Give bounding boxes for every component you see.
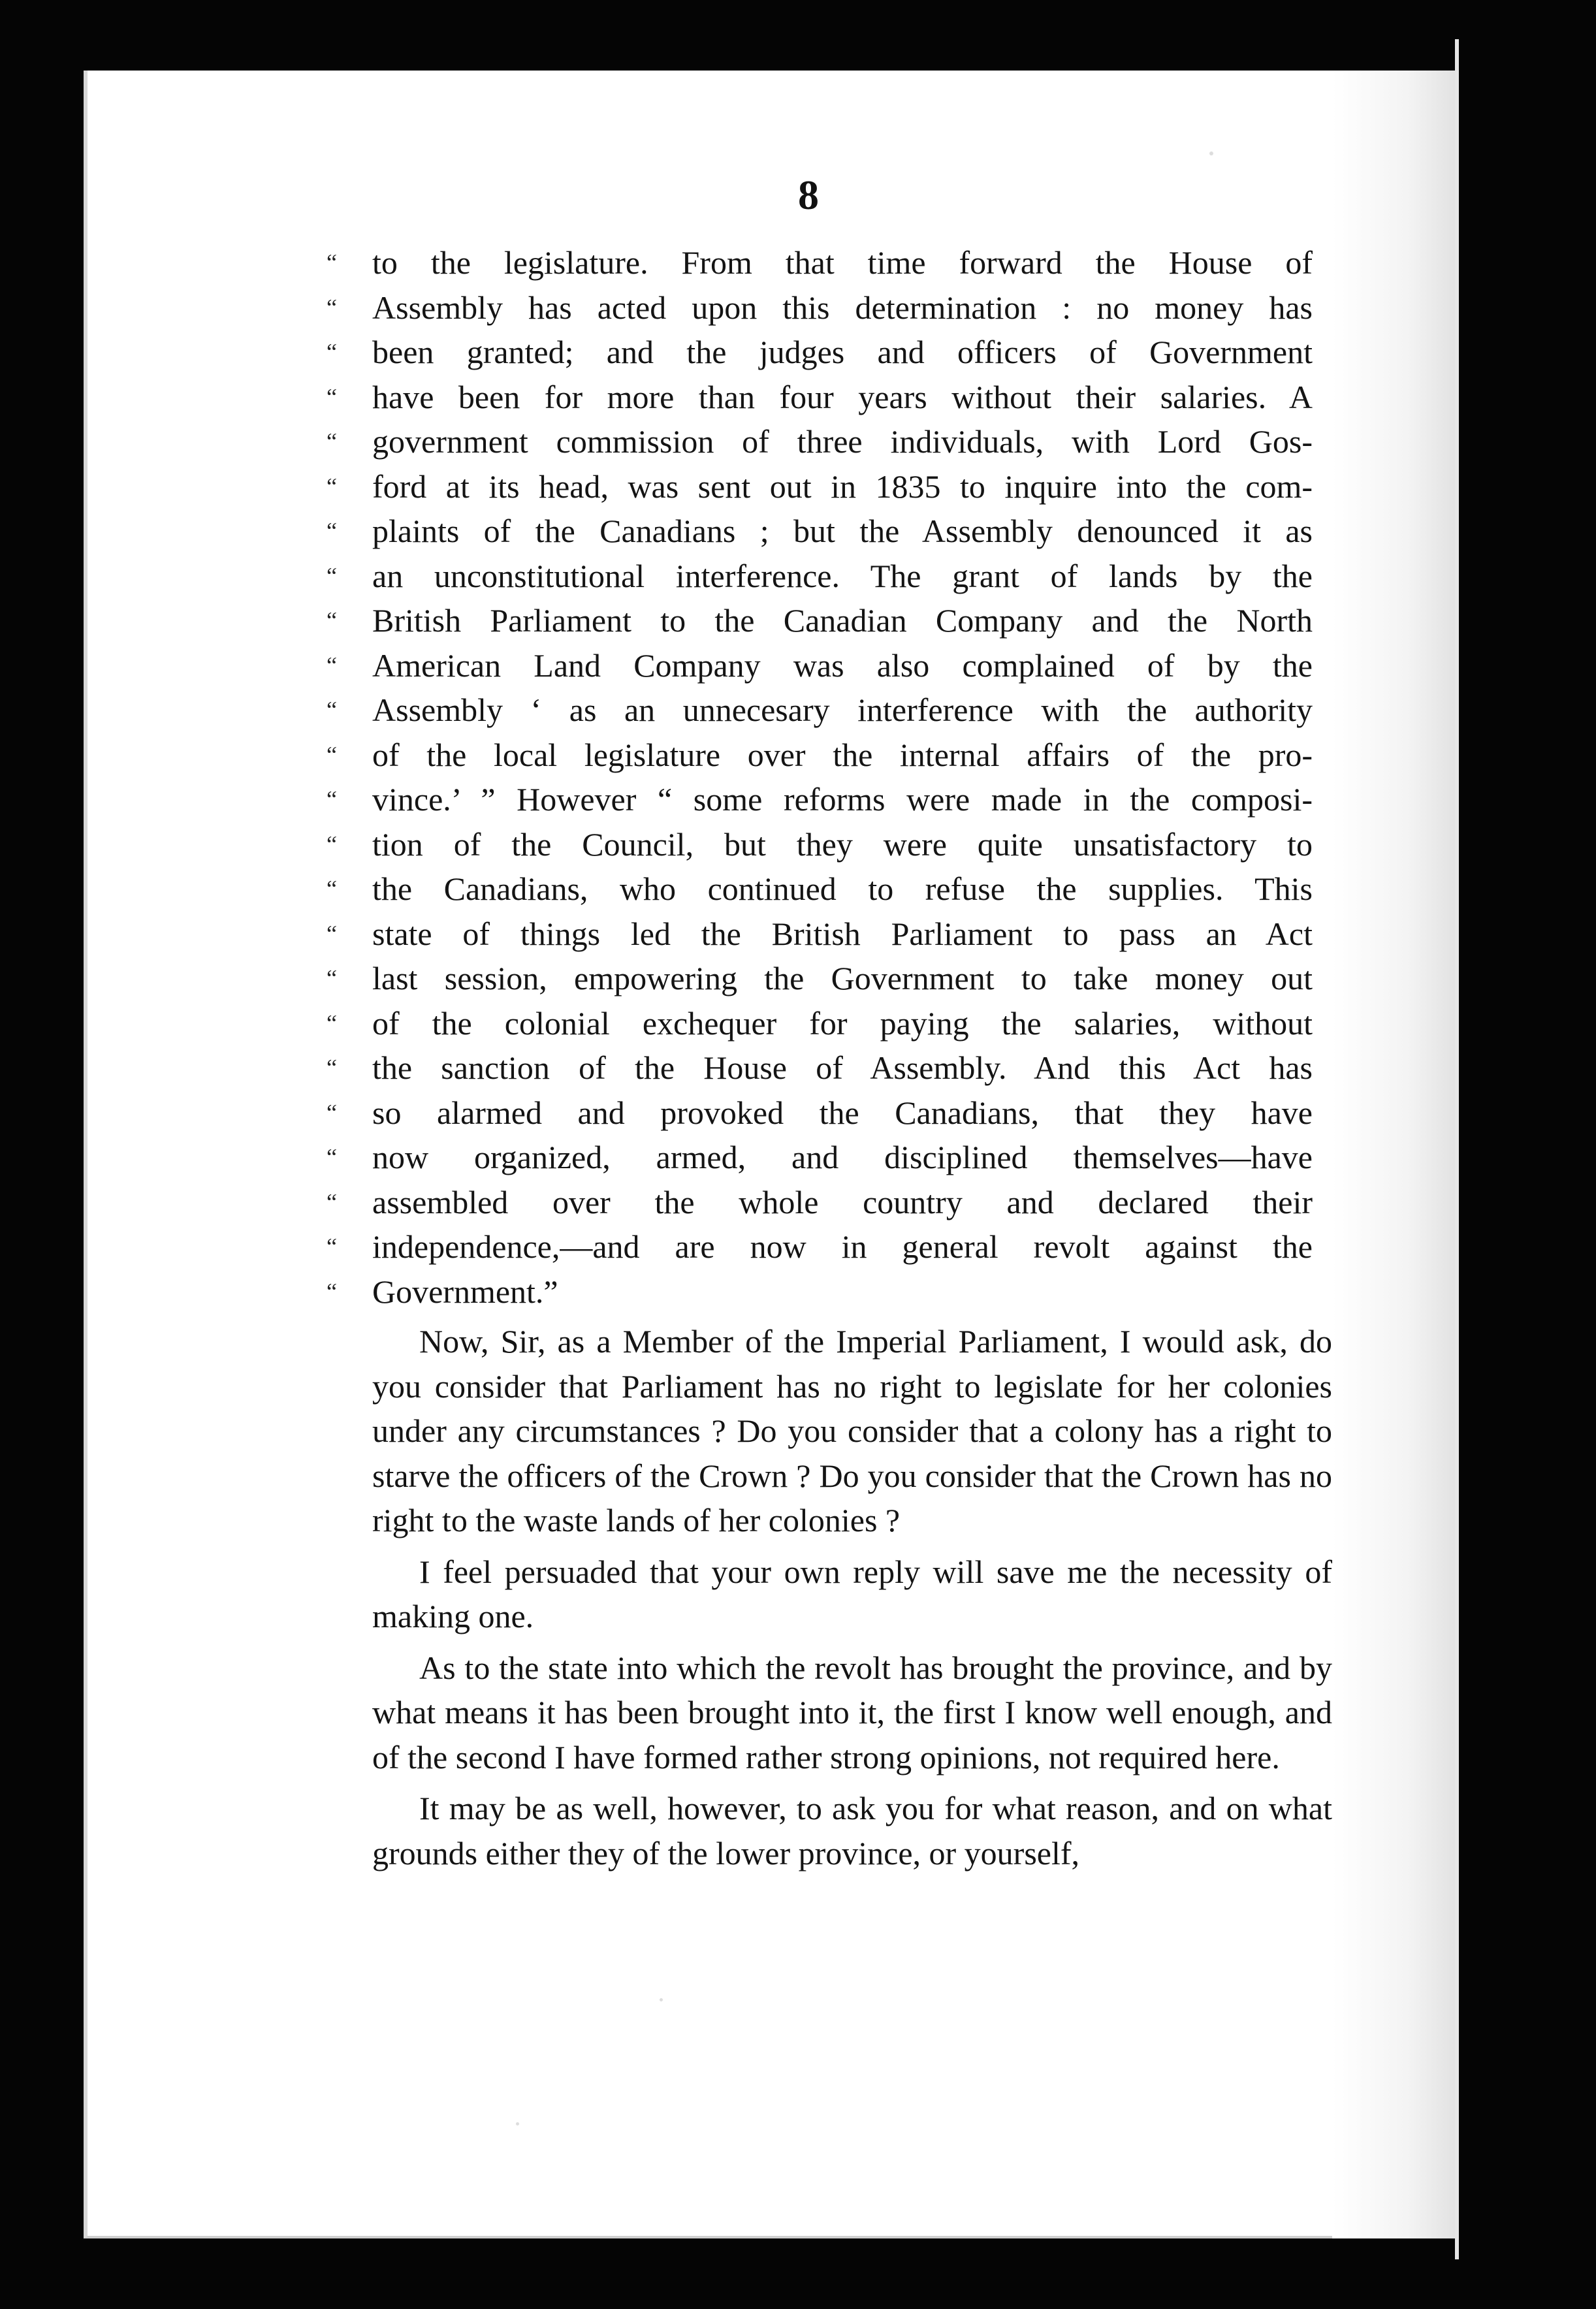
scan-speck: [516, 2122, 519, 2126]
quote-mark: “: [327, 518, 337, 544]
quoted-line-text: have been for more than four years without their salaries. A: [372, 378, 1313, 415]
quoted-line: [327, 554, 1319, 599]
quoted-line-text: Government.”: [372, 1273, 558, 1310]
quote-mark: “: [327, 1055, 337, 1081]
quoted-line: [327, 464, 1319, 509]
quoted-line-text: assembled over the whole country and declared their: [372, 1183, 1313, 1220]
quote-mark: “: [327, 473, 337, 500]
quoted-line: [327, 330, 1319, 375]
quoted-line: [327, 912, 1319, 957]
quoted-line: [327, 240, 1319, 285]
quoted-line-text: government commission of three individuals, with Lord Gos-: [372, 423, 1313, 460]
quoted-line-text: now organized, armed, and disciplined themselves—have: [372, 1139, 1313, 1175]
quoted-line-text: last session, empowering the Government to take money out: [372, 960, 1313, 996]
quoted-line: [327, 598, 1319, 643]
quote-mark: “: [327, 876, 337, 902]
quote-mark: “: [327, 607, 337, 633]
quoted-line: [327, 777, 1319, 822]
quoted-line-text: Assembly ‘ as an unnecesary interference with the authority: [372, 692, 1313, 728]
quote-mark: “: [327, 786, 337, 812]
quote-mark: “: [327, 1188, 337, 1215]
quote-mark: “: [327, 652, 337, 678]
quoted-line: [327, 1180, 1319, 1225]
quote-mark: “: [327, 1099, 337, 1126]
quote-mark: “: [327, 562, 337, 589]
quoted-line: [327, 419, 1319, 464]
quoted-line-text: vince.’ ” However “ some reforms were made in the composi-: [372, 781, 1313, 818]
quote-mark: “: [327, 697, 337, 723]
body-text: [372, 1319, 1332, 1882]
quoted-line-text: been granted; and the judges and officers of Government: [372, 334, 1313, 370]
quote-mark: “: [327, 294, 337, 321]
quote-mark: “: [327, 428, 337, 454]
quote-mark: “: [327, 1144, 337, 1170]
quoted-line-text: of the colonial exchequer for paying the salaries, without: [372, 1004, 1313, 1042]
quoted-line: [327, 643, 1319, 688]
quoted-line: [327, 1224, 1319, 1269]
quoted-line: [327, 1135, 1319, 1180]
quote-mark: “: [327, 920, 337, 947]
quoted-line-text: so alarmed and provoked the Canadians, that they have: [372, 1094, 1313, 1131]
quoted-line-text: the Canadians, who continued to refuse the supplies. This: [372, 870, 1313, 907]
quoted-line-text: British Parliament to the Canadian Company and the North: [372, 602, 1313, 639]
paragraph: I feel persuaded that your own reply will save me the necessity of making one.: [372, 1553, 1332, 1634]
quoted-line: [327, 1269, 1319, 1314]
quoted-line: [327, 1001, 1319, 1046]
quoted-line: [327, 509, 1319, 554]
quoted-line-text: the sanction of the House of Assembly. And this Act has: [372, 1049, 1313, 1086]
quoted-line-text: ford at its head, was sent out in 1835 to inquire into the com-: [372, 468, 1313, 505]
quoted-line: [327, 1091, 1319, 1136]
paragraph: It may be as well, however, to ask you for what reason, and on what grounds either they of the lower province, or yourself,: [372, 1790, 1332, 1871]
quoted-line-text: American Land Company was also complained of by the: [372, 646, 1313, 684]
quoted-line: [327, 1045, 1319, 1091]
quoted-line: [327, 375, 1319, 420]
quoted-line-text: state of things led the British Parliament to pass an Act: [372, 915, 1313, 952]
quoted-line: [327, 822, 1319, 867]
quoted-line-text: plaints of the Canadians ; but the Assembly denounced it as: [372, 513, 1313, 549]
quoted-line: [327, 285, 1319, 330]
quoted-passage: [327, 240, 1319, 1314]
quote-mark: “: [327, 339, 337, 365]
quoted-line-text: tion of the Council, but they were quite unsatisfactory to: [372, 825, 1313, 863]
quoted-line: [327, 867, 1319, 912]
scan-speck: [660, 1998, 663, 2001]
quote-mark: “: [327, 383, 337, 410]
quote-mark: “: [327, 831, 337, 857]
quote-mark: “: [327, 1278, 337, 1305]
scan-speck: [1209, 151, 1213, 155]
quoted-line: [327, 956, 1319, 1001]
quote-mark: “: [327, 1234, 337, 1260]
paragraph: As to the state into which the revolt has brought the province, and by what means it has been brought into it, the first I know well enough, and of the second I have formed rather strong opinions, not required here.: [372, 1649, 1332, 1776]
quote-mark: “: [327, 741, 337, 768]
paragraph: Now, Sir, as a Member of the Imperial Parliament, I would ask, do you consider that Parliament has no right to legislate for her colonies under any circumstances ? Do you consider that a colony has a right to starve the officers of the Crown ? Do you consider that the Crown has no right to the waste lands of her colonies ?: [372, 1323, 1332, 1538]
quoted-line-text: an unconstitutional interference. The grant of lands by the: [372, 557, 1313, 594]
quoted-line: [327, 733, 1319, 778]
quoted-line: [327, 688, 1319, 733]
quote-mark: “: [327, 965, 337, 991]
page-gutter-shadow: [1332, 71, 1456, 2238]
page-right-edge: [1455, 39, 1459, 2259]
quoted-line-text: to the legislature. From that time forward the House of: [372, 244, 1313, 281]
quoted-line-text: independence,—and are now in general revolt against the: [372, 1228, 1313, 1265]
quoted-line-text: Assembly has acted upon this determination : no money has: [372, 289, 1313, 326]
page-number: 8: [798, 172, 819, 218]
quoted-line-text: of the local legislature over the internal affairs of the pro-: [372, 736, 1313, 773]
quote-mark: “: [327, 249, 337, 276]
quote-mark: “: [327, 1010, 337, 1036]
